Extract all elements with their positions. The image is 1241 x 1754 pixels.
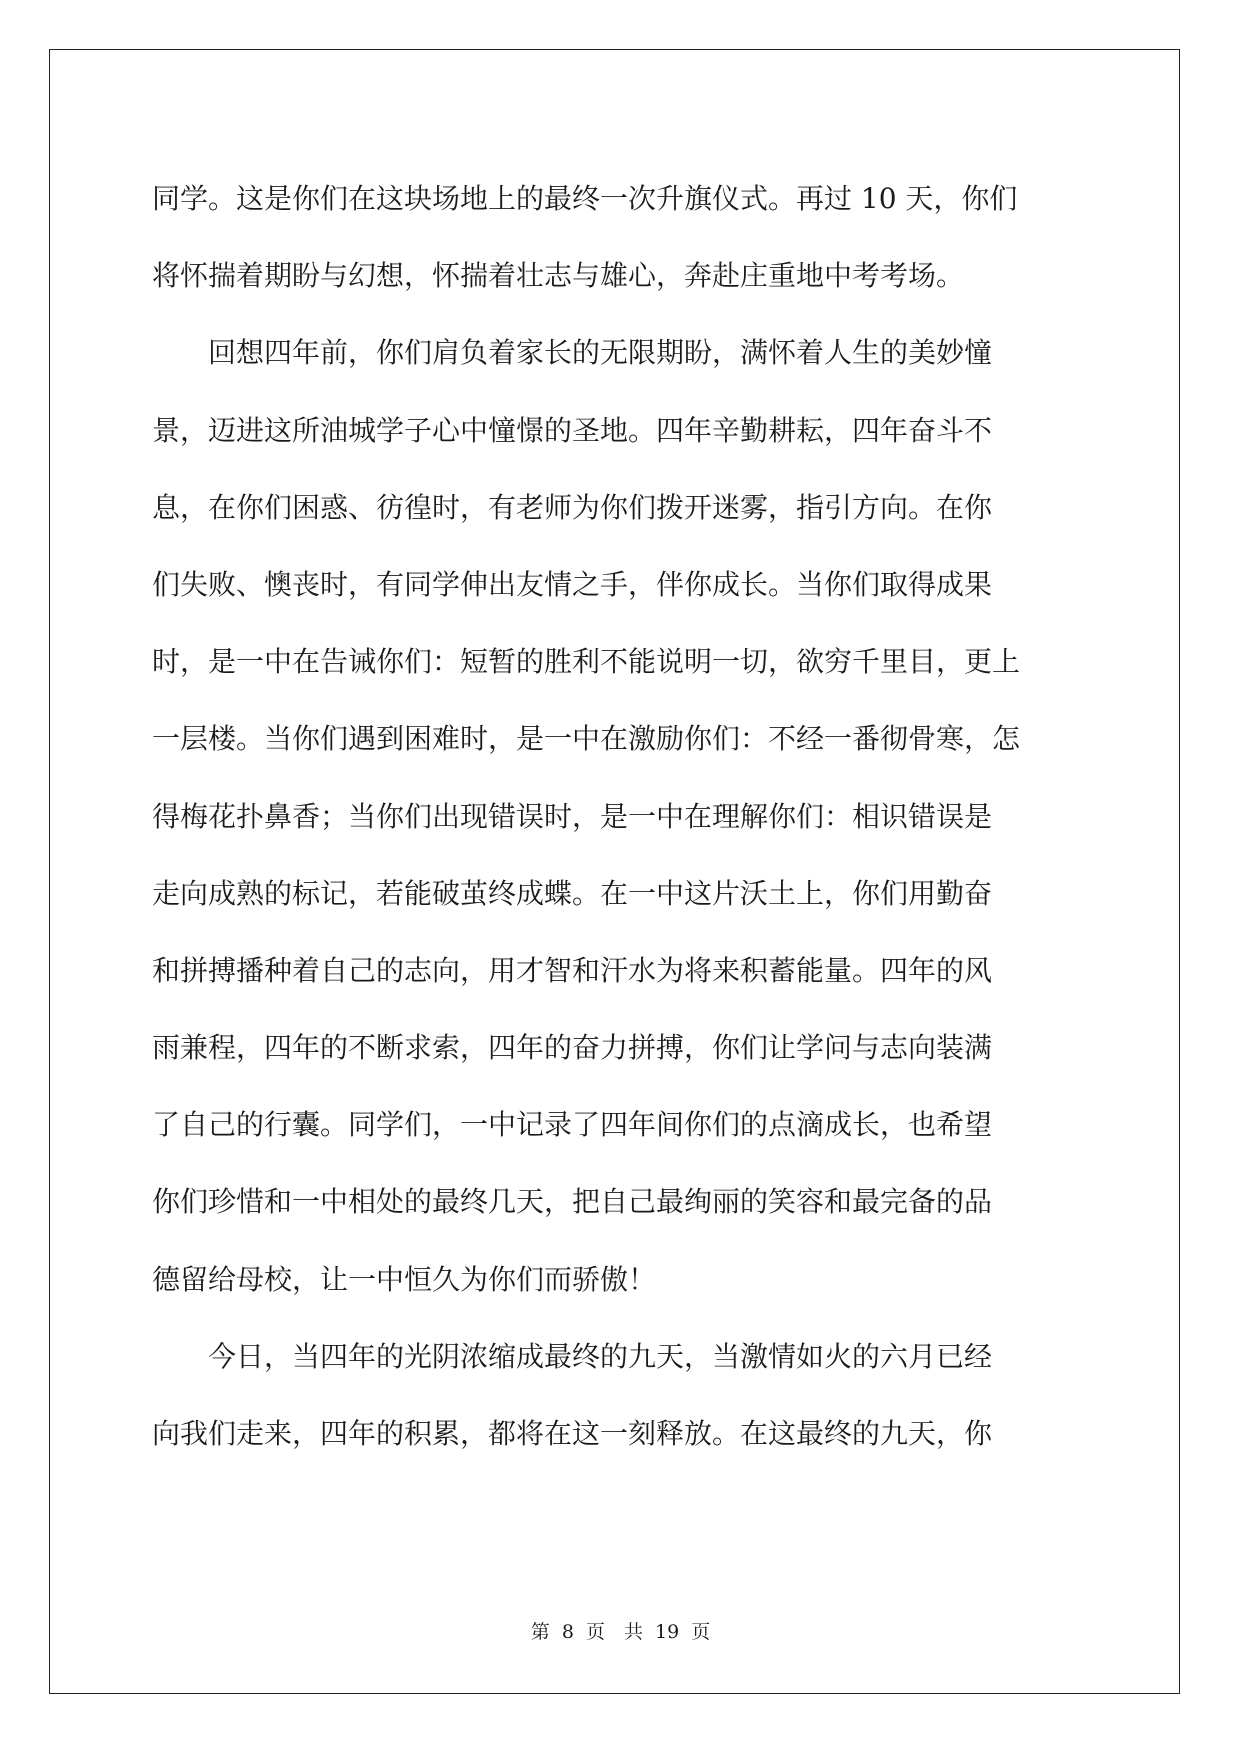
text-line: 景，迈进这所油城学子心中憧憬的圣地。四年辛勤耕耘，四年奋斗不 xyxy=(152,413,993,447)
body-text xyxy=(152,160,1082,1472)
text-line: 向我们走来，四年的积累，都将在这一刻释放。在这最终的九天，你 xyxy=(152,1417,993,1450)
text-line: 了自己的行囊。同学们，一中记录了四年间你们的点滴成长，也希望 xyxy=(152,1108,993,1142)
text-line: 和拼搏播种着自己的志向，用才智和汗水为将来积蓄能量。四年的风 xyxy=(152,953,993,987)
text-line: 们失败、懊丧时，有同学伸出友情之手，伴你成长。当你们取得成果 xyxy=(152,567,993,601)
text-line: 回想四年前，你们肩负着家长的无限期盼，满怀着人生的美妙憧 xyxy=(152,336,993,370)
text-line: 将怀揣着期盼与幻想，怀揣着壮志与雄心，奔赴庄重地中考考场。 xyxy=(152,259,965,293)
page-number: 第 8 页 共 19 页 xyxy=(530,1621,711,1643)
text-line: 今日，当四年的光阴浓缩成最终的九天，当激情如火的六月已经 xyxy=(152,1339,993,1373)
text-line: 你们珍惜和一中相处的最终几天，把自己最绚丽的笑容和最完备的品 xyxy=(152,1185,993,1219)
text-line: 走向成熟的标记，若能破茧终成蝶。在一中这片沃土上，你们用勤奋 xyxy=(152,876,993,910)
text-line: 一层楼。当你们遇到困难时，是一中在激励你们：不经一番彻骨寒，怎 xyxy=(152,722,1021,756)
text-line: 时，是一中在告诫你们：短暂的胜利不能说明一切，欲穷千里目，更上 xyxy=(152,645,1021,679)
text-line: 德留给母校，让一中恒久为你们而骄傲！ xyxy=(152,1262,657,1296)
text-line: 得梅花扑鼻香；当你们出现错误时，是一中在理解你们：相识错误是 xyxy=(152,799,993,833)
text-line: 息，在你们困惑、彷徨时，有老师为你们拨开迷雾，指引方向。在你 xyxy=(152,490,993,524)
text-line: 雨兼程，四年的不断求索，四年的奋力拼搏，你们让学问与志向装满 xyxy=(152,1031,993,1065)
text-line: 同学。这是你们在这块场地上的最终一次升旗仪式。再过 10 天，你们 xyxy=(152,182,1018,215)
